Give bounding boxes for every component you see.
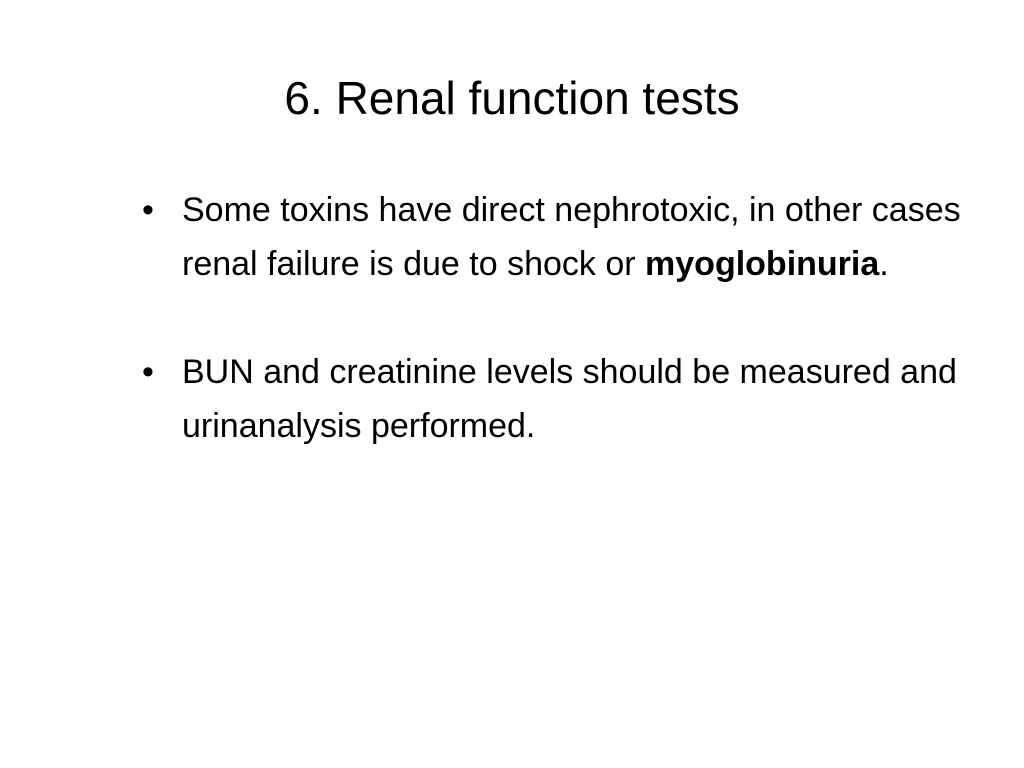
bullet-item-bun-creatinine [140, 345, 980, 453]
slide-title-text: 6. Renal function tests [284, 72, 740, 124]
bold-term-myoglobinuria: myoglobinuria [645, 245, 880, 283]
bullet-text-period: . [879, 245, 889, 283]
bullet-text-toxins: Some toxins have direct nephrotoxic, in other cases renal failure is due to shock or [182, 191, 961, 283]
slide-title [0, 66, 1024, 130]
bullet-dot-icon: • [142, 353, 154, 391]
bullet-item-toxins [140, 183, 980, 291]
bullet-text-bun-creatinine: BUN and creatinine levels should be measured and urinanalysis performed. [182, 353, 957, 445]
bullet-dot-icon: • [142, 191, 154, 229]
bullet-list [140, 183, 980, 507]
